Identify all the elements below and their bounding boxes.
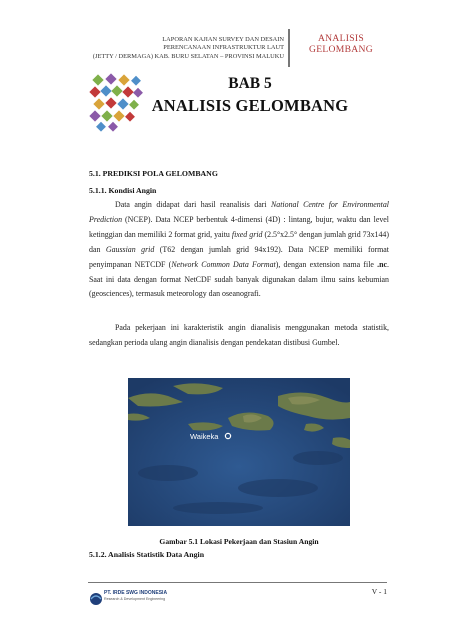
paragraph-italic: Gaussian grid xyxy=(105,244,155,254)
paragraph-text: (T62 dengan jumlah grid 94x192). Data NCEP memiliki format penyimpanan NETCDF ( xyxy=(89,244,389,269)
chapter-title: ANALISIS GELOMBANG xyxy=(151,96,349,115)
header-divider xyxy=(288,29,290,67)
paragraph-ncep xyxy=(89,198,389,302)
header-chapter-label xyxy=(296,33,386,55)
paragraph-text: ), dengan extension nama file xyxy=(275,259,378,269)
footer-divider xyxy=(88,582,387,583)
paragraph-text: Data angin didapat dari hasil reanalisis dari xyxy=(115,200,272,209)
paragraph-text: (2.5°x2.5° dengan jumlah grid 73x144) dan xyxy=(89,229,389,254)
paragraph-text: . Saat ini data dengan format NetCDF sudah banyak digunakan dalam ilmu sains kebumian (geosciences), termasuk meteorology dan oseanografi. xyxy=(89,259,389,299)
header-line-2: PERENCANAAN INFRASTRUKTUR LAUT xyxy=(163,44,284,52)
header-line-1: LAPORAN KAJIAN SURVEY DAN DESAIN xyxy=(162,36,284,43)
location-map-image xyxy=(128,378,350,526)
paragraph-bold: .nc xyxy=(377,259,388,269)
section-heading-5-1: 5.1. PREDIKSI POLA GELOMBANG xyxy=(89,169,218,178)
map-station-label: Waikeka xyxy=(190,432,219,441)
header-right-line-1: ANALISIS xyxy=(317,33,365,44)
page-number: V - 1 xyxy=(371,587,387,596)
paragraph-italic: fixed grid xyxy=(231,229,263,239)
paragraph-text: (NCEP). Data NCEP berbentuk 4-dimensi (4D) : lintang, bujur, waktu dan level ketinggian dan memiliki 2 format grid, yaitu xyxy=(89,214,389,239)
footer-company-name: PT. IRDE SWG INDONESIA xyxy=(104,590,168,596)
running-header xyxy=(80,36,284,61)
figure-caption: Gambar 5.1 Lokasi Pekerjaan dan Stasiun Angin xyxy=(159,537,319,546)
header-line-3: (JETTY / DERMAGA) KAB. BURU SELATAN – PROVINSI MALUKU xyxy=(92,52,284,60)
chapter-number: BAB 5 xyxy=(228,75,272,92)
footer-company-tagline: Research & Development Engineering xyxy=(104,597,166,601)
section-heading-5-1-2: 5.1.2. Analisis Statistik Data Angin xyxy=(89,550,205,559)
paragraph-method: Pada pekerjaan ini karakteristik angin dianalisis menggunakan metoda statistik, sedangkan perioda ulang angin dianalisis dengan pendekatan distibusi Gumbel. xyxy=(89,323,389,347)
paragraph-italic: National Centre for Environmental Prediction xyxy=(89,200,389,224)
section-heading-5-1-1: 5.1.1. Kondisi Angin xyxy=(89,186,157,195)
paragraph-italic: Network Common Data Format xyxy=(171,259,276,269)
header-right-line-2: GELOMBANG xyxy=(309,44,373,55)
